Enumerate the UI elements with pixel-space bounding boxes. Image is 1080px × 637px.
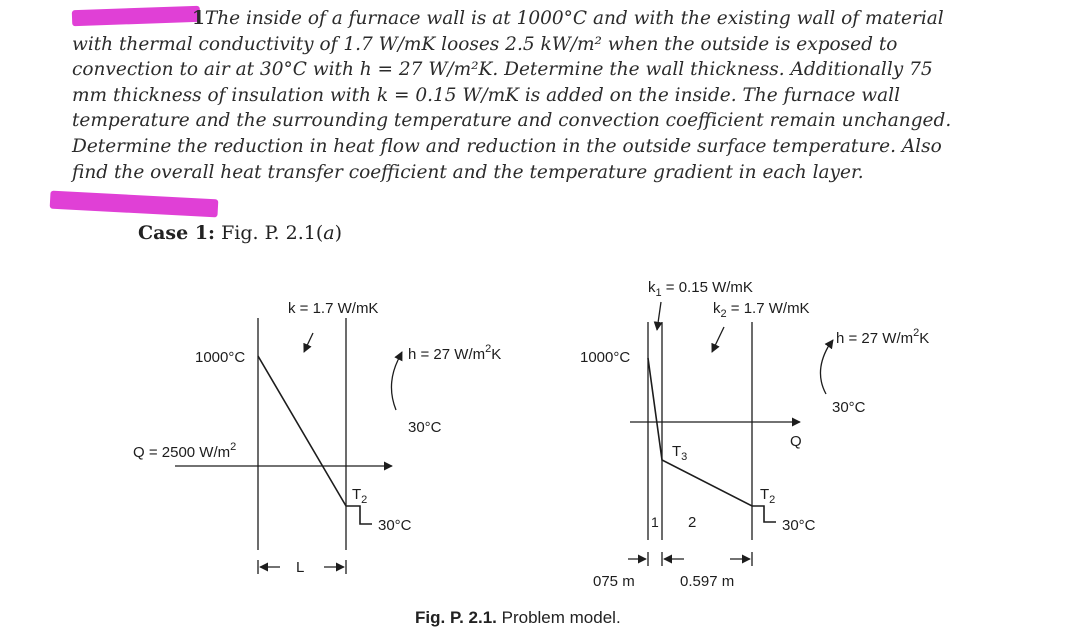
right-k2-pointer (712, 327, 724, 352)
left-t2-label: $T_2$ (352, 486, 368, 506)
left-air-temp-label: 30°C (408, 419, 442, 436)
right-h-label: h = 27 $W/m^2K$ (836, 327, 930, 347)
right-air-temp-label: 30°C (832, 399, 866, 416)
problem-line: convection to air at 30°C with h = 27 W/m²K. Determine the wall thickness. Additionally 75 (72, 59, 933, 81)
right-dim2-label: 0.597 m (680, 573, 735, 590)
case-ref: Fig. P. 2.1(a) (221, 222, 343, 244)
left-thickness-label: L (296, 559, 305, 576)
problem-line: Determine the reduction in heat flow and reduction in the outside surface temperature. Also (72, 135, 942, 157)
left-h-label: h = 27 $W/m^2K$ (408, 343, 502, 363)
right-convection-curve (820, 347, 828, 394)
figure-caption-label: Fig. P. 2.1. (415, 608, 497, 627)
right-t2-label: $T_2$ (760, 486, 776, 506)
left-heat-flux-label: Q = 2500 $W/m^2$ (133, 441, 237, 461)
right-t3-label: $T_3$ (672, 443, 688, 463)
figure-caption-text: Problem model. (496, 608, 621, 627)
problem-number-fragment: 1 (192, 8, 205, 29)
left-k-pointer (304, 333, 313, 352)
left-outside-temp-label: 30°C (378, 517, 412, 534)
problem-line: mm thickness of insulation with k = 0.15 W/mK is added on the inside. The furnace wall (72, 84, 900, 106)
problem-line: temperature and the surrounding temperature and convection coefficient remain unchanged. (72, 110, 952, 132)
problem-line: with thermal conductivity of 1.7 W/mK looses 2.5 kW/m² when the outside is exposed to (72, 33, 898, 55)
problem-line-text: The inside of a furnace wall is at 1000°C and with the existing wall of material (204, 8, 944, 29)
problem-line: find the overall heat transfer coefficient and the temperature gradient in each layer. (72, 161, 864, 183)
case-label: Case 1: (138, 222, 216, 244)
right-convection-arrowhead (828, 340, 833, 347)
right-k1-label: $k_1 = 0.15$ W/mK (648, 279, 753, 299)
right-k1-pointer (657, 302, 661, 330)
left-k-label: k = 1.7 W/mK (288, 300, 379, 317)
right-outside-temp-label: 30°C (782, 517, 816, 534)
right-k2-label: $k_2 = 1.7$ W/mK (713, 300, 810, 320)
right-temperature-profile (648, 358, 776, 522)
right-q-label: Q (790, 433, 802, 450)
figure-caption (415, 608, 621, 628)
left-inside-temp-label: 1000°C (195, 349, 246, 366)
right-dim1-label: 075 m (593, 573, 635, 590)
left-convection-arrowhead (398, 352, 402, 360)
right-inside-temp-label: 1000°C (580, 349, 631, 366)
left-convection-curve (391, 360, 398, 410)
right-layer1-label: 1 (651, 514, 659, 530)
right-layer2-label: 2 (688, 514, 697, 531)
